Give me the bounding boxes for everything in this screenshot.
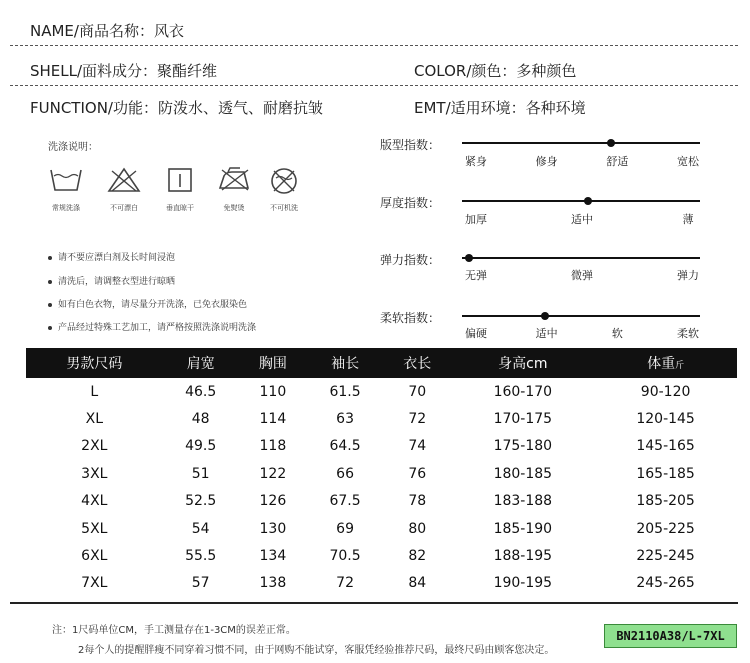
index-level-marker: [465, 254, 473, 262]
col-header-length: 衣长: [383, 348, 451, 378]
table-cell: 54: [191, 520, 210, 537]
bullet-dot: [48, 303, 52, 307]
index-scale-label: 宽松: [677, 155, 699, 168]
bullet-dot: [48, 256, 52, 260]
shell-material: SHELL/面料成分：聚酯纤维: [30, 62, 218, 80]
table-cell: 130: [259, 520, 287, 537]
table-cell: 205-225: [636, 520, 695, 537]
table-cell: 114: [259, 411, 287, 428]
table-cell: 7XL: [81, 575, 108, 592]
table-cell: 5XL: [81, 520, 108, 537]
table-cell: 57: [191, 575, 210, 592]
table-cell: 55.5: [185, 548, 217, 565]
table-cell: 175-180: [493, 438, 553, 455]
hang-dry-icon: [164, 166, 196, 194]
table-cell: 64.5: [329, 438, 361, 455]
wash-label: 垂直晾干: [166, 204, 194, 212]
table-cell: 134: [259, 548, 287, 565]
wash-title: 洗涤说明：: [48, 142, 98, 153]
table-cell: 49.5: [185, 438, 217, 455]
divider: [10, 85, 738, 86]
index-title: 柔软指数：: [380, 311, 441, 325]
index-title: 厚度指数：: [380, 196, 441, 210]
table-cell: XL: [85, 411, 104, 428]
table-cell: 185-190: [493, 520, 553, 537]
index-scale-label: 舒适: [606, 155, 629, 168]
table-row: [26, 460, 737, 487]
bullet-dot: [48, 280, 52, 284]
table-cell: 80: [408, 520, 427, 537]
index-scale-label: 无弹: [465, 269, 487, 282]
table-cell: 245-265: [636, 575, 695, 592]
wash-tub-icon: [48, 166, 84, 194]
wash-bullet-text: 产品经过特殊工艺加工，请严格按照洗涤说明洗涤: [58, 323, 257, 333]
col-header-size: 男款尺码: [26, 348, 163, 378]
wash-bullet-text: 如有白色衣物，请尽量分开洗涤，已免衣服染色: [58, 300, 248, 310]
product-environment: EMT/适用环境：各种环境: [414, 99, 586, 117]
bullet-dot: [48, 326, 52, 330]
index-scale-label: 弹力: [677, 269, 699, 282]
index-scale-label: 偏硬: [465, 327, 487, 340]
table-cell: 188-195: [493, 548, 553, 565]
table-cell: 225-245: [636, 548, 695, 565]
table-row: [26, 378, 737, 405]
table-cell: 3XL: [81, 465, 108, 482]
table-cell: 82: [408, 548, 427, 565]
table-cell: 2XL: [81, 438, 108, 455]
index-scale-label: 加厚: [465, 213, 487, 226]
table-cell: 120-145: [636, 411, 695, 428]
product-name: NAME/商品名称：风衣: [30, 22, 184, 40]
table-cell: 110: [259, 383, 287, 400]
table-cell: 76: [408, 465, 427, 482]
wash-bullet-text: 清洗后，请调整衣型进行晾晒: [58, 277, 176, 287]
table-cell: 69: [336, 520, 354, 537]
no-machine-wash-icon: [266, 166, 302, 196]
index-scale-line: [462, 142, 700, 144]
table-cell: 52.5: [185, 493, 217, 510]
col-header-shoulder: 肩宽: [163, 348, 239, 378]
table-cell: 126: [259, 493, 287, 510]
col-header-sleeve: 袖长: [307, 348, 383, 378]
table-cell: 6XL: [81, 548, 108, 565]
table-cell: 90-120: [640, 383, 691, 400]
index-scale-line: [462, 257, 700, 259]
table-cell: 74: [408, 438, 427, 455]
table-cell: 160-170: [493, 383, 553, 400]
product-code-badge: BN2110A38/L-7XL: [604, 624, 737, 648]
wash-bullet: [48, 297, 247, 310]
table-cell: 72: [336, 575, 354, 592]
no-bleach-icon: [106, 166, 142, 194]
wash-label: 常规洗涤: [52, 204, 80, 212]
index-scale-label: 修身: [535, 155, 558, 168]
wash-bullet: [48, 320, 256, 333]
product-color: COLOR/颜色：多种颜色: [414, 62, 577, 80]
table-header-row: [26, 348, 737, 378]
size-table: [26, 348, 737, 597]
table-cell: 48: [191, 411, 210, 428]
table-cell: 180-185: [493, 465, 553, 482]
table-cell: 70.5: [329, 548, 361, 565]
col-header-height: 身高cm: [451, 348, 594, 378]
table-cell: 183-188: [493, 493, 553, 510]
index-scale-label: 柔软: [677, 327, 699, 340]
table-cell: 190-195: [493, 575, 553, 592]
table-row: [26, 488, 737, 515]
col-header-chest: 胸围: [239, 348, 307, 378]
table-cell: 138: [259, 575, 287, 592]
index-scale-line: [462, 200, 700, 202]
table-cell: 78: [408, 493, 427, 510]
index-title: 弹力指数：: [380, 253, 441, 267]
table-row: [26, 433, 737, 460]
wash-bullet: [48, 274, 175, 287]
index-scale-label: 微弹: [571, 269, 593, 282]
table-cell: 118: [259, 438, 287, 455]
table-cell: 145-165: [636, 438, 695, 455]
index-level-marker: [607, 139, 615, 147]
table-cell: 170-175: [493, 411, 553, 428]
index-title: 版型指数：: [380, 138, 441, 152]
table-row: [26, 570, 737, 597]
index-scale-label: 薄: [682, 213, 694, 226]
table-row: [26, 405, 737, 432]
wash-label: 不可机洗: [270, 204, 298, 212]
wash-bullet: [48, 250, 175, 263]
index-scale-label: 适中: [571, 213, 593, 226]
table-cell: 122: [259, 465, 287, 482]
table-cell: L: [90, 383, 99, 400]
wash-label: 不可漂白: [110, 204, 138, 212]
table-cell: 46.5: [185, 383, 217, 400]
table-cell: 185-205: [636, 493, 695, 510]
index-scale-line: [462, 315, 700, 317]
weight-label: 体重: [647, 356, 676, 372]
table-row: [26, 542, 737, 569]
wash-label: 免熨烫: [223, 204, 245, 212]
no-iron-icon: [214, 166, 254, 194]
table-cell: 66: [336, 465, 354, 482]
table-cell: 61.5: [329, 383, 361, 400]
table-cell: 4XL: [81, 493, 108, 510]
weight-unit: 斤: [675, 361, 685, 371]
col-header-weight: [594, 348, 737, 378]
table-cell: 51: [191, 465, 210, 482]
table-cell: 63: [336, 411, 354, 428]
table-cell: 67.5: [329, 493, 361, 510]
table-cell: 165-185: [636, 465, 695, 482]
table-cell: 84: [408, 575, 427, 592]
index-level-marker: [541, 312, 549, 320]
product-function: FUNCTION/功能：防泼水、透气、耐磨抗皱: [30, 99, 323, 117]
divider: [10, 45, 738, 46]
table-bottom-rule: [10, 602, 738, 604]
wash-bullet-text: 请不要应漂白剂及长时间浸泡: [58, 253, 176, 263]
index-level-marker: [584, 197, 592, 205]
note-line: 2每个人的提醒胖瘦不同穿着习惯不同，由于网购不能试穿，客服凭经验推荐尺码，最终尺码由顾客您决定。: [78, 645, 555, 656]
table-cell: 72: [408, 411, 427, 428]
note-line: 注：1尺码单位CM，手工测量存在1-3CM的误差正常。: [52, 625, 296, 636]
index-scale-label: 适中: [535, 327, 558, 340]
table-row: [26, 515, 737, 542]
index-scale-label: 紧身: [465, 155, 487, 168]
index-scale-label: 软: [611, 327, 623, 340]
table-cell: 70: [408, 383, 427, 400]
